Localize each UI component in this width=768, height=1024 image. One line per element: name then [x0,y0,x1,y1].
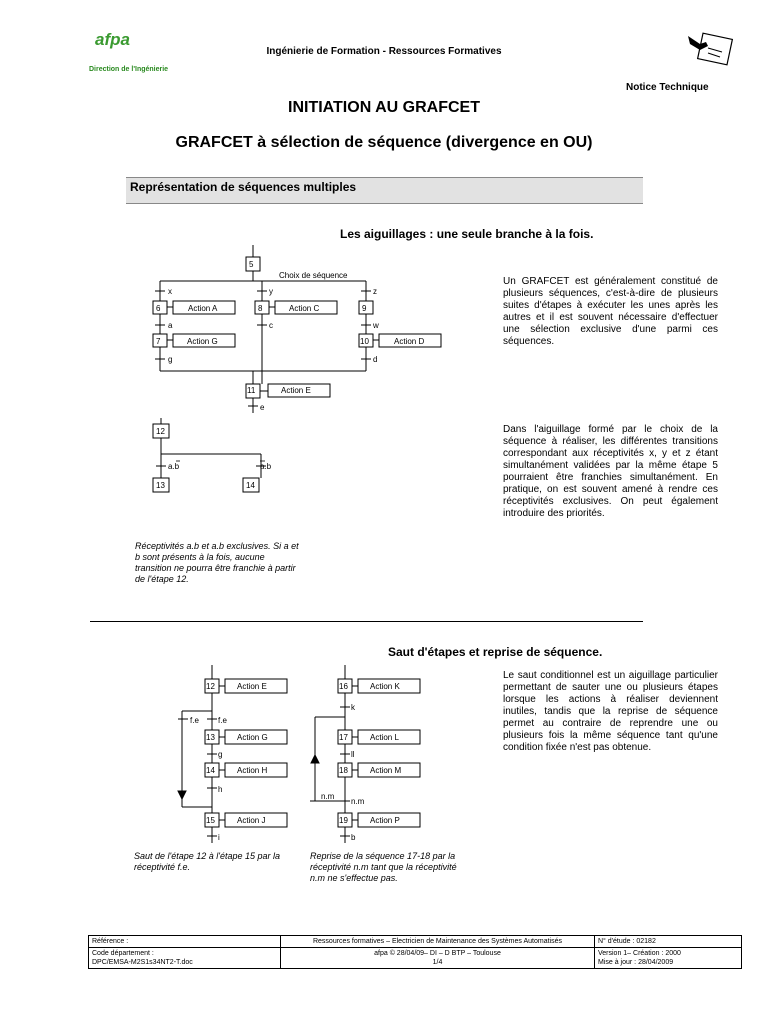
header-title: Ingénierie de Formation - Ressources Formatives [266,46,502,57]
footer-page-number: 1/4 [432,959,443,966]
footer-code-value: DPC/EMSA-M2S1s34NT2-T.doc [92,959,193,966]
step-label: 6 [156,304,161,313]
receptivity-label: b [351,833,356,842]
footer-version: Version 1– Création : 2000 [598,950,681,957]
step-label: 15 [206,816,215,825]
step-label: 14 [206,766,215,775]
action-label: Action J [237,816,266,825]
receptivity-label: f.e [190,716,199,725]
caption-reprise: Reprise de la séquence 17-18 par la réceptivité n.m tant que la réceptivité n.m ne s'effectue pas. [310,851,457,883]
footer-afpa-cell [281,948,595,969]
footer-code-label: Code département : [92,950,154,957]
receptivity-label: k [351,703,355,712]
step-label: 8 [258,304,263,313]
receptivity-label: z [373,287,377,296]
receptivity-label: n.m [321,792,335,801]
footer-afpa-line: afpa © 28/04/09– DI – D BTP – Toulouse [374,950,501,957]
action-label: Action P [370,816,400,825]
divider [90,621,643,622]
caption-exclusive: Réceptivités a.b et a.b exclusives. Si a et b sont présents à la fois, aucune transition ne pourra être franchie à partir de l'étape 12. [135,541,299,584]
action-label: Action E [281,386,311,395]
receptivity-label: n.m [351,797,365,806]
page-subtitle: GRAFCET à sélection de séquence (divergence en OU) [175,134,593,151]
hand-document-icon [686,30,736,70]
action-label: Action D [394,337,425,346]
action-label: Action H [237,766,268,775]
footer-version-cell [595,948,742,969]
choice-label: Choix de séquence [279,271,348,280]
action-label: Action E [237,682,267,691]
step-label: 10 [360,337,369,346]
receptivity-label: x [168,287,172,296]
caption-saut: Saut de l'étape 12 à l'étape 15 par la réceptivité f.e. [134,851,281,872]
logo-subtitle: Direction de l'Ingénierie [89,66,169,73]
receptivity-label: ll [351,750,355,759]
footer-resources: Ressources formatives – Electricien de Maintenance des Systèmes Automatisés [281,936,595,948]
receptivity-label: w [373,321,379,330]
action-label: Action C [289,304,320,313]
receptivity-label: f.e [218,716,227,725]
grafcet-saut-diagram [170,665,300,845]
paragraph-aiguillage: Dans l'aiguillage formé par le choix de la séquence à réaliser, les différentes transitions correspondant aux réceptivités x, y et z étant simultanément validées par la même étape 5 pourraient être franchies simultanément. En pratique, on est souvent amené à rendre ces réceptivités exclusives. On peut également introduire des priorités. [503,424,718,519]
footer-reference: Référence : [89,936,281,948]
receptivity-label: c [269,321,273,330]
step-label: 12 [156,427,165,436]
notice-technique-label: Notice Technique [626,82,709,93]
footer-study-number: N° d'étude : 02182 [595,936,742,948]
receptivity-label: a.b [260,462,272,471]
action-label: Action A [188,304,218,313]
grafcet-reprise-diagram [305,665,435,845]
step-label: 13 [206,733,215,742]
receptivity-label: h [218,785,223,794]
step-label: 5 [249,260,254,269]
receptivity-label: g [168,355,173,364]
step-label: 7 [156,337,161,346]
receptivity-label: d [373,355,378,364]
action-label: Action K [370,682,400,691]
step-label: 13 [156,481,165,490]
receptivity-label: y [269,287,273,296]
paragraph-grafcet-sequences: Un GRAFCET est généralement constitué de plusieurs séquences, c'est-à-dire de plusieurs suites d'étapes à exécuter les unes après les autres et il est souvent nécessaire d'effectuer une sélection exclusive d'une parmi ces séquences. [503,276,718,347]
step-label: 12 [206,682,215,691]
logo-text: afpa [95,30,130,49]
footer-table [88,935,742,969]
receptivity-label: a [168,321,173,330]
step-label: 9 [362,304,367,313]
step-label: 18 [339,766,348,775]
page-title: INITIATION AU GRAFCET [288,99,480,116]
action-label: Action M [370,766,402,775]
action-label: Action G [237,733,268,742]
step-label: 17 [339,733,348,742]
action-label: Action L [370,733,399,742]
receptivity-label: a.b [168,462,180,471]
step-label: 19 [339,816,348,825]
footer-code-cell [89,948,281,969]
receptivity-label: e [260,403,265,412]
section-heading: Représentation de séquences multiples [130,180,357,194]
action-label: Action G [187,337,218,346]
footer-update: Mise à jour : 28/04/2009 [598,959,674,966]
receptivity-label: i [218,833,220,842]
step-label: 16 [339,682,348,691]
grafcet-exclusive-diagram [148,418,288,498]
paragraph-saut: Le saut conditionnel est un aiguillage particulier permettant de sauter une ou plusieurs étapes lorsque les actions à réaliser deviennent inutiles, tandis que la reprise de séquence permet au contraire de reprendre une ou plusieurs fois la même séquence tant qu'une condition fixée n'est pas obtenue. [503,670,718,753]
step-label: 14 [246,481,255,490]
receptivity-label: g [218,750,223,759]
step-label: 11 [247,386,256,395]
section2-subheading: Saut d'étapes et reprise de séquence. [388,645,603,659]
section1-subheading: Les aiguillages : une seule branche à la fois. [340,227,594,241]
grafcet-aiguillage-diagram [140,245,460,415]
section-heading-bar [126,177,643,204]
